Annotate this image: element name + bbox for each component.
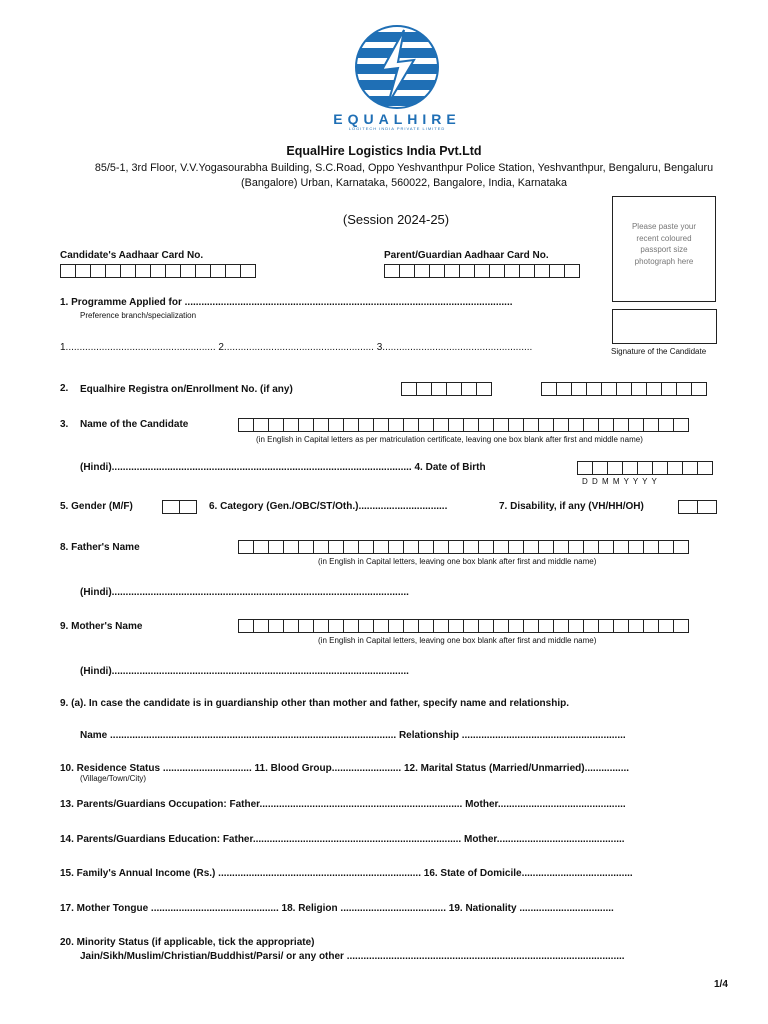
photo-box[interactable]: [612, 196, 716, 302]
q3-number: 3.: [60, 419, 69, 430]
parent-aadhaar-boxes[interactable]: [384, 264, 579, 278]
q2-number: 2.: [60, 383, 69, 394]
mother-name-boxes[interactable]: [238, 619, 688, 633]
dob-boxes[interactable]: [577, 461, 712, 475]
residence-blood-marital: 10. Residence Status ................................ 11. Blood Group......................... 12. Marital Status (Married/Unmarried)................: [60, 763, 630, 774]
father-hindi: (Hindi)...........................................................................................................: [80, 587, 409, 598]
session-label: (Session 2024-25): [342, 212, 450, 227]
tongue-religion-nationality: 17. Mother Tongue .............................................. 18. Religion ...................................... 19. Nationality ..................................: [60, 903, 614, 914]
father-name-label: 8. Father's Name: [60, 542, 140, 553]
candidate-name-boxes[interactable]: [238, 418, 688, 432]
minority-options: Jain/Sikh/Muslim/Christian/Buddhist/Parsi/ or any other ....................................................................................................: [80, 951, 625, 962]
guardian-name-relationship: Name ....................................................................................................... Relationship ...........................................................: [80, 730, 626, 741]
address-line-2: (Bangalore) Urban, Karnataka, 560022, Bangalore, India, Karnataka: [241, 177, 567, 189]
company-name: EqualHire Logistics India Pvt.Ltd: [286, 144, 482, 158]
enrollment-boxes-1[interactable]: [401, 382, 491, 396]
father-name-note: (in English in Capital letters, leaving one box blank after first and middle name): [318, 557, 597, 566]
residence-subtitle: (Village/Town/City): [80, 774, 147, 783]
signature-label: Signature of the Candidate: [611, 347, 707, 356]
address-line-1: 85/5-1, 3rd Floor, V.V.Yogasourabha Building, S.C.Road, Oppo Yeshvanthpur Police Station, Yeshvanthpur, Bengaluru, Bengaluru: [94, 162, 714, 174]
company-logo: [354, 24, 440, 110]
candidate-name-note: (in English in Capital letters as per matriculation certificate, leaving one box blank after first and middle name): [256, 435, 643, 444]
brand-subtitle: LOGITECH INDIA PRIVATE LIMITED: [348, 126, 446, 131]
guardian-question: 9. (a). In case the candidate is in guardianship other than mother and father, specify name and relationship.: [60, 698, 569, 709]
income-domicile: 15. Family's Annual Income (Rs.) ......................................................................... 16. State of Domicile........................................: [60, 868, 633, 879]
gender-boxes[interactable]: [162, 500, 196, 514]
mother-name-label: 9. Mother's Name: [60, 621, 143, 632]
candidate-name-label: Name of the Candidate: [80, 419, 189, 430]
father-name-boxes[interactable]: [238, 540, 688, 554]
category-label: 6. Category (Gen./OBC/ST/Oth.)................................: [209, 501, 448, 512]
parent-aadhaar-label: Parent/Guardian Aadhaar Card No.: [384, 250, 549, 261]
parents-occupation: 13. Parents/Guardians Occupation: Father......................................................................... Mother..............................................: [60, 799, 626, 810]
photo-instruction: Please paste your recent coloured passport size photograph here: [631, 222, 697, 266]
page-number: 1/4: [714, 979, 728, 990]
minority-status: 20. Minority Status (if applicable, tick the appropriate): [60, 937, 315, 948]
candidate-aadhaar-boxes[interactable]: [60, 264, 255, 278]
parents-education: 14. Parents/Guardians Education: Father........................................................................... Mother..............................................: [60, 834, 625, 845]
signature-box[interactable]: [612, 309, 717, 344]
mother-hindi: (Hindi)...........................................................................................................: [80, 666, 409, 677]
preferences-line: 1...................................................... 2...................................................... 3......................................................: [60, 342, 533, 353]
disability-boxes[interactable]: [678, 500, 716, 514]
brand-name: EQUALHIRE: [333, 111, 461, 127]
candidate-aadhaar-label: Candidate's Aadhaar Card No.: [60, 250, 204, 261]
gender-label: 5. Gender (M/F): [60, 501, 133, 512]
dob-format: D D M M Y Y Y Y: [582, 477, 658, 486]
mother-name-note: (in English in Capital letters, leaving one box blank after first and middle name): [318, 636, 597, 645]
enrollment-boxes-2[interactable]: [541, 382, 706, 396]
programme-subtitle: Preference branch/specialization: [80, 311, 197, 320]
disability-label: 7. Disability, if any (VH/HH/OH): [499, 501, 644, 512]
programme-applied: 1. Programme Applied for ......................................................................................................................: [60, 297, 513, 308]
candidate-hindi-dob: (Hindi)............................................................................................................ 4. Date of Birth: [80, 462, 486, 473]
enrollment-label: Equalhire Registra on/Enrollment No. (if any): [80, 384, 293, 395]
